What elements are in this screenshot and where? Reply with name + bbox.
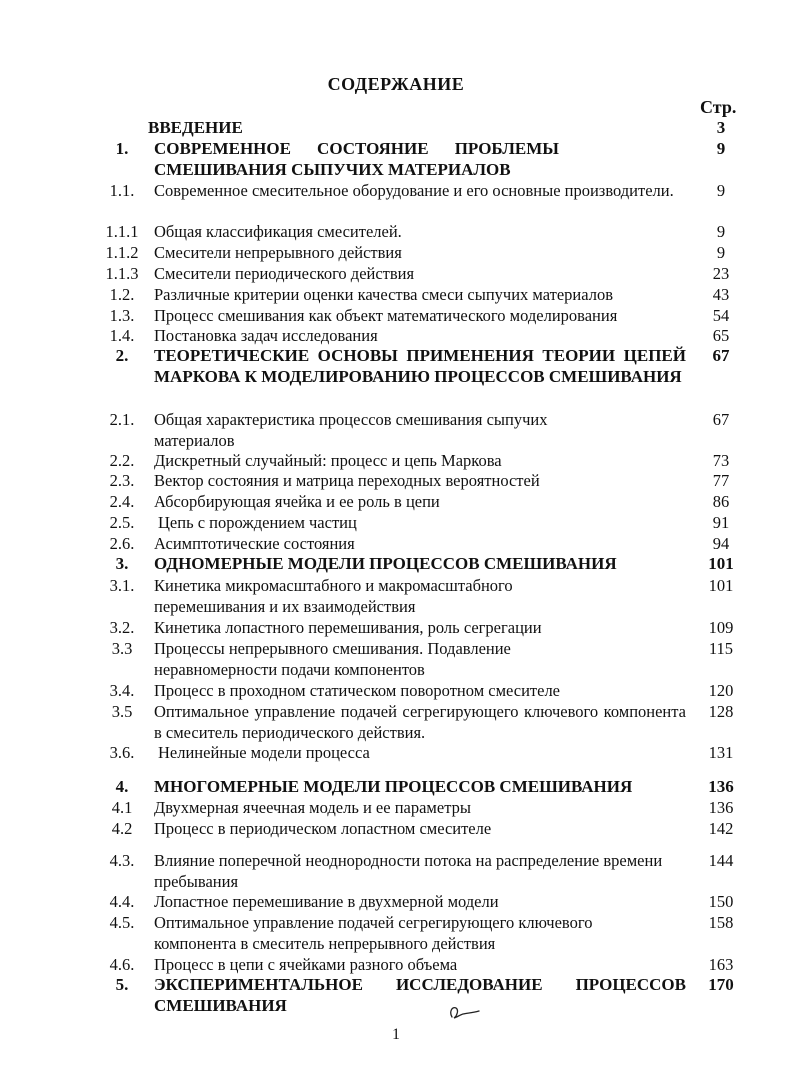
toc-entry-title: Кинетика лопастного перемешивания, роль сегрегации (154, 618, 542, 637)
toc-entry-page: 136 (708, 777, 734, 796)
toc-entry-number: 1.1.2 (105, 243, 139, 262)
toc-entry-title: ЭКСПЕРИМЕНТАЛЬНОЕ ИССЛЕДОВАНИЕ ПРОЦЕССОВ СМЕШИВАНИЯ (154, 975, 686, 1015)
page-number: 1 (392, 1026, 400, 1043)
toc-entry-title: Смесители периодического действия (154, 264, 415, 283)
toc-entry-number: 2.5. (109, 513, 135, 532)
toc-entry-page: 144 (708, 851, 734, 870)
toc-entry-title: Лопастное перемешивание в двухмерной модели (154, 892, 499, 911)
page-column-label: Стр. (700, 97, 737, 117)
toc-entry-title: Асимптотические состояния (154, 534, 355, 553)
toc-entry-number: 2.6. (109, 534, 135, 553)
toc-entry-page: 101 (708, 554, 734, 573)
toc-entry-page: 128 (708, 702, 734, 721)
toc-entry-title: Постановка задач исследования (154, 326, 378, 345)
toc-entry-title: Вектор состояния и матрица переходных вероятностей (154, 471, 540, 490)
toc-entry-page: 150 (708, 892, 734, 911)
toc-entry-page: 86 (712, 492, 730, 511)
handwritten-mark-icon (448, 1002, 482, 1024)
toc-entry-number: 1. (115, 139, 129, 158)
toc-entry-title: Двухмерная ячеечная модель и ее параметры (154, 798, 471, 817)
toc-entry-number: 1.3. (109, 306, 135, 325)
toc-entry-number: 3.2. (109, 618, 135, 637)
toc-entry-page: 3 (716, 118, 726, 137)
toc-entry-number: 4.5. (109, 913, 135, 932)
toc-entry-title: Процесс в цепи с ячейками разного объема (154, 955, 458, 974)
page-title: СОДЕРЖАНИЕ (327, 74, 465, 94)
toc-entry-number: 3. (115, 554, 129, 573)
toc-entry-number: 4.4. (109, 892, 135, 911)
toc-entry-page: 170 (708, 975, 734, 994)
toc-entry-title: МНОГОМЕРНЫЕ МОДЕЛИ ПРОЦЕССОВ СМЕШИВАНИЯ (154, 777, 633, 796)
toc-entry-page: 65 (712, 326, 730, 345)
toc-entry-title: Дискретный случайный: процесс и цепь Маркова (154, 451, 502, 470)
toc-entry-number: 1.4. (109, 326, 135, 345)
toc-entry-title: Абсорбирующая ячейка и ее роль в цепи (154, 492, 440, 511)
toc-entry-title: Современное смесительное оборудование и его основные производители. (154, 181, 674, 200)
toc-entry-page: 23 (712, 264, 730, 283)
toc-entry-number: 3.4. (109, 681, 135, 700)
toc-entry-page: 101 (708, 576, 734, 595)
toc-entry-page: 94 (712, 534, 730, 553)
toc-entry-number: 4.6. (109, 955, 135, 974)
toc-entry-number: 2.1. (109, 410, 135, 429)
toc-entry-page: 163 (708, 955, 734, 974)
toc-entry-number: 1.2. (109, 285, 135, 304)
toc-entry-number: 4.2 (111, 819, 133, 838)
toc-entry-page: 136 (708, 798, 734, 817)
toc-entry-title: Различные критерии оценки качества смеси сыпучих материалов (154, 285, 613, 304)
toc-entry-page: 9 (716, 139, 726, 158)
toc-entry-title: Нелинейные модели процесса (158, 743, 370, 762)
toc-entry-number: 5. (115, 975, 129, 994)
toc-entry-page: 131 (708, 743, 734, 762)
toc-entry-number: 4.1 (111, 798, 133, 817)
toc-entry-title: Цепь с порождением частиц (158, 513, 357, 532)
toc-entry-page: 54 (712, 306, 730, 325)
toc-entry-number: 3.1. (109, 576, 135, 595)
toc-entry-title: Процесс в периодическом лопастном смесителе (154, 819, 492, 838)
toc-entry-page: 91 (712, 513, 730, 532)
toc-entry-number: 2. (115, 346, 129, 365)
toc-entry-number: 3.3 (111, 639, 133, 658)
toc-entry-number: 2.4. (109, 492, 135, 511)
toc-entry-title: Процессы непрерывного смешивания. Подавление неравномерности подачи компонентов (154, 639, 511, 679)
toc-entry-title: Влияние поперечной неоднородности потока на распределение времени пребывания (154, 851, 663, 891)
toc-entry-title: Общая классификация смесителей. (154, 222, 402, 241)
toc-entry-page: 142 (708, 819, 734, 838)
toc-entry-number: 1.1. (109, 181, 135, 200)
toc-entry-page: 9 (716, 243, 726, 262)
toc-entry-number: 4. (115, 777, 129, 796)
toc-entry-number: 1.1.3 (105, 264, 139, 283)
toc-entry-page: 9 (716, 222, 726, 241)
toc-entry-number: 2.2. (109, 451, 135, 470)
toc-entry-page: 115 (708, 639, 734, 658)
toc-entry-page: 67 (712, 410, 730, 429)
toc-entry-title: ТЕОРЕТИЧЕСКИЕ ОСНОВЫ ПРИМЕНЕНИЯ ТЕОРИИ ЦЕПЕЙ МАРКОВА К МОДЕЛИРОВАНИЮ ПРОЦЕССОВ СМЕШИВАНИЯ (154, 346, 686, 386)
toc-entry-title: СОВРЕМЕННОЕ СОСТОЯНИЕ ПРОБЛЕМЫ СМЕШИВАНИЯ СЫПУЧИХ МАТЕРИАЛОВ (154, 139, 559, 179)
toc-entry-page: 73 (712, 451, 730, 470)
toc-entry-page: 77 (712, 471, 730, 490)
toc-entry-title: Процесс смешивания как объект математического моделирования (154, 306, 618, 325)
toc-entry-number: 4.3. (109, 851, 135, 870)
toc-entry-title: Оптимальное управление подачей сегрегирующего ключевого компонента в смеситель непрерывного действия (154, 913, 593, 953)
toc-entry-title: Кинетика микромасштабного и макромасштабного перемешивания и их взаимодействия (154, 576, 513, 616)
toc-entry-title: ОДНОМЕРНЫЕ МОДЕЛИ ПРОЦЕССОВ СМЕШИВАНИЯ (154, 554, 617, 573)
toc-entry-number: 1.1.1 (105, 222, 139, 241)
toc-entry-page: 158 (708, 913, 734, 932)
toc-entry-page: 109 (708, 618, 734, 637)
toc-entry-number: 2.3. (109, 471, 135, 490)
toc-entry-title: Процесс в проходном статическом поворотном смесителе (154, 681, 560, 700)
toc-entry-title: ВВЕДЕНИЕ (148, 118, 243, 137)
toc-entry-page: 9 (716, 181, 726, 200)
toc-entry-number: 3.5 (111, 702, 133, 721)
toc-entry-number: 3.6. (109, 743, 135, 762)
toc-entry-title: Общая характеристика процессов смешивания сыпучих материалов (154, 410, 548, 450)
toc-entry-page: 67 (712, 346, 730, 365)
toc-entry-page: 43 (712, 285, 730, 304)
toc-entry-title: Смесители непрерывного действия (154, 243, 402, 262)
toc-entry-title: Оптимальное управление подачей сегрегирующего ключевого компонента в смеситель периодического действия. (154, 702, 686, 742)
toc-entry-page: 120 (708, 681, 734, 700)
